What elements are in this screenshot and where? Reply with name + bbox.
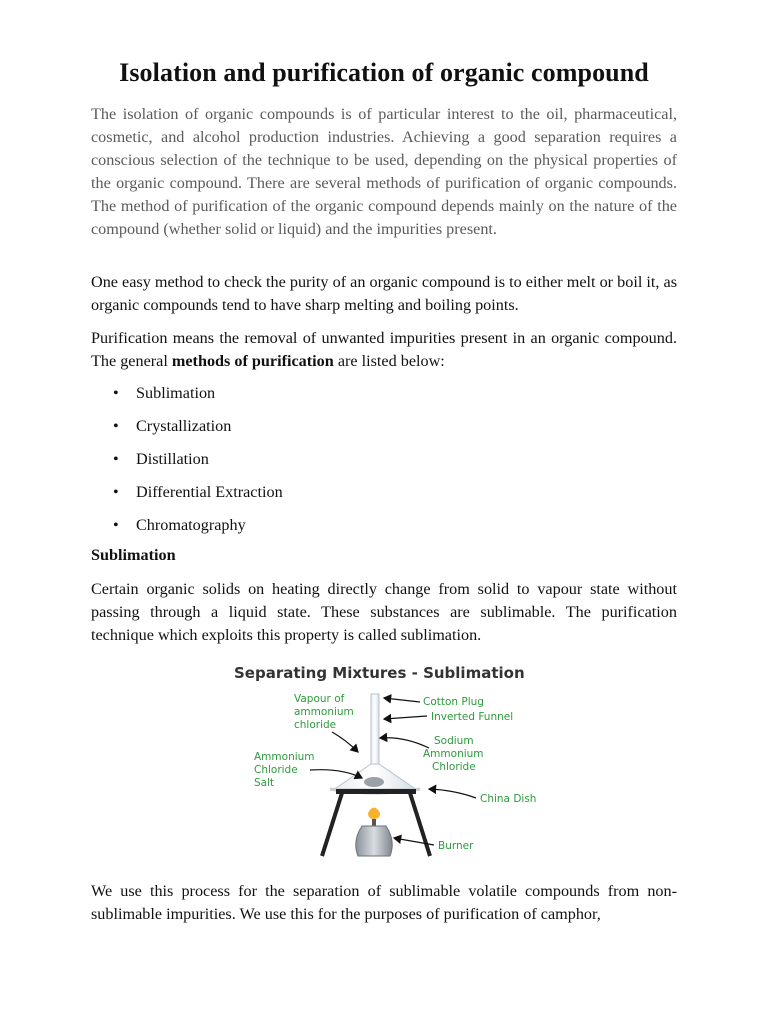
sodium-label-line1: Sodium — [434, 735, 474, 747]
list-item — [91, 448, 491, 481]
purification-text-start: Purification means the removal of unwanted impurities present in an organic compound. The general — [91, 329, 677, 370]
funnel-stem — [371, 694, 379, 766]
purification-text-end: are listed below: — [333, 352, 445, 370]
burner-wick — [372, 819, 376, 826]
tripod-leg — [410, 793, 430, 856]
cotton-plug-label: Cotton Plug — [423, 696, 484, 708]
vapour-label-line3: chloride — [294, 719, 337, 731]
bullet: • — [113, 483, 119, 501]
vapour-label-line1: Vapour of — [294, 693, 345, 705]
china-dish-label: China Dish — [480, 793, 537, 805]
list-item-text: Sublimation — [136, 384, 216, 402]
list-item — [91, 415, 491, 448]
ammonium-chloride-salt — [364, 777, 384, 787]
methods-list — [91, 382, 491, 547]
sodium-label-line3: Chloride — [432, 761, 476, 773]
bullet: • — [113, 516, 119, 534]
tripod-top — [336, 789, 416, 794]
closing-paragraph: We use this process for the separation of sublimable volatile compounds from non-sublimable impurities. We use this for the purposes of purification of camphor, — [91, 882, 677, 923]
sodium-label-line2: Ammonium — [423, 748, 484, 760]
sublimation-heading: Sublimation — [91, 546, 176, 564]
salt-label-line2: Chloride — [254, 764, 298, 776]
methods-bold-text: methods of purification — [171, 352, 334, 370]
burner — [356, 826, 393, 856]
tripod-leg — [322, 793, 342, 856]
salt-label-line3: Salt — [254, 777, 275, 789]
vapour-arrow — [332, 732, 358, 752]
cotton-plug-arrow — [384, 698, 420, 702]
vapour-label-line2: ammonium — [294, 706, 354, 718]
sublimation-diagram — [224, 656, 544, 866]
salt-label-line1: Ammonium — [254, 751, 315, 763]
list-item — [91, 382, 491, 415]
bullet: • — [113, 450, 119, 468]
burner-label: Burner — [438, 840, 474, 852]
purity-paragraph: One easy method to check the purity of an organic compound is to either melt or boil it, as organic compounds tend to have sharp melting and boiling points. — [91, 273, 677, 314]
list-item — [91, 481, 491, 514]
sublimation-paragraph: Certain organic solids on heating directly change from solid to vapour state without passing through a liquid state. These substances are sublimable. The purification technique which exploits this property is called sublimation. — [91, 580, 677, 644]
burner-arrow — [394, 838, 434, 845]
inverted-funnel-arrow — [384, 716, 427, 719]
bullet: • — [113, 384, 119, 402]
list-item-text: Crystallization — [136, 417, 232, 435]
china-dish-arrow — [429, 789, 476, 798]
burner-flame — [368, 808, 380, 820]
bullet: • — [113, 417, 119, 435]
figure-title: Separating Mixtures - Sublimation — [234, 664, 525, 682]
page-title: Isolation and purification of organic compound — [119, 58, 649, 87]
purification-paragraph — [91, 327, 677, 373]
list-item-text: Distillation — [136, 450, 209, 468]
sublimation-figure — [224, 656, 544, 866]
list-item-text: Chromatography — [136, 516, 246, 534]
intro-paragraph: The isolation of organic compounds is of particular interest to the oil, pharmaceutical, cosmetic, and alcohol production industries. Achieving a good separation requires a conscious selection of the technique to be used, depending on the physical properties of the organic compound. There are several methods of purification of organic compounds. The method of purification of the organic compound depends mainly on the nature of the compound (whether solid or liquid) and the impurities present. — [91, 105, 677, 238]
sodium-arrow — [380, 738, 429, 748]
inverted-funnel-label: Inverted Funnel — [431, 711, 514, 723]
list-item-text: Differential Extraction — [136, 483, 283, 501]
list-item — [91, 514, 491, 547]
